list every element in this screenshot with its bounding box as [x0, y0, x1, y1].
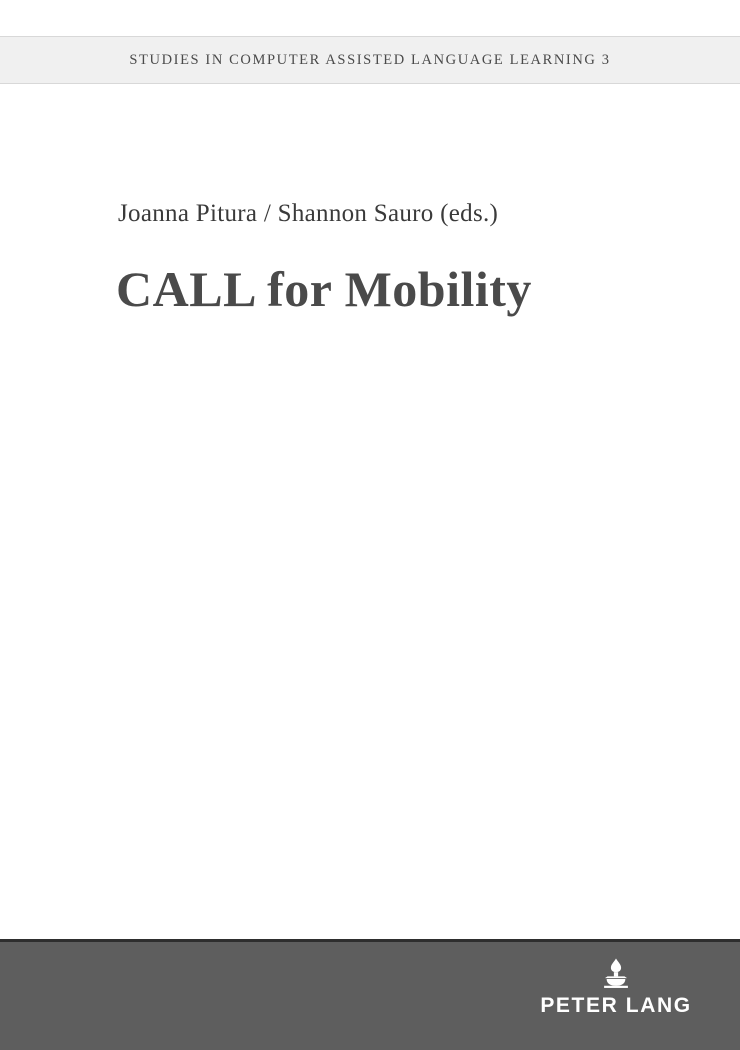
page-title: CALL for Mobility — [116, 261, 532, 317]
publisher-band — [0, 939, 740, 1050]
publisher-name: PETER LANG — [540, 994, 692, 1017]
series-band — [0, 36, 740, 84]
editors-line: Joanna Pitura / Shannon Sauro (eds.) — [118, 200, 499, 227]
peter-lang-lamp-icon — [599, 956, 633, 990]
publisher-block — [526, 956, 706, 1018]
series-title: STUDIES IN COMPUTER ASSISTED LANGUAGE LEARNING 3 — [129, 51, 611, 68]
